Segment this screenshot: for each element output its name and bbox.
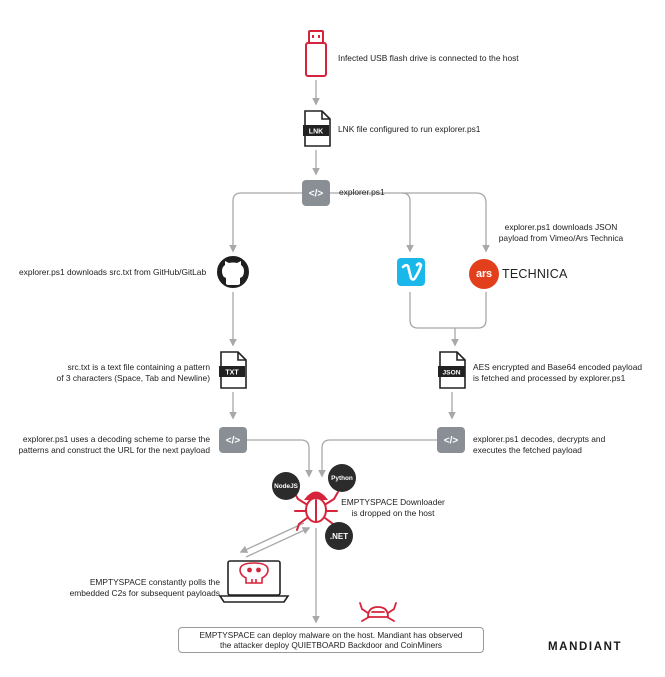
step-aes-label: AES encrypted and Base64 encoded payload is fetched and processed by explorer.ps1 — [473, 362, 643, 383]
txt-file-label: TXT — [225, 369, 239, 377]
arrow-explorer-to-ars — [402, 193, 486, 251]
merge-vimeo-ars — [410, 292, 486, 328]
arrow-spider-to-laptop — [241, 523, 304, 552]
ars-logo-word: TECHNICA — [502, 267, 568, 281]
laptop-icon — [220, 561, 288, 602]
step-explorer-label: explorer.ps1 — [339, 187, 385, 197]
step-src-description-label: src.txt is a text file containing a pattern of 3 characters (Space, Tab and Newline) — [56, 362, 210, 383]
arrow-left-decoder-to-spider — [247, 440, 309, 476]
step-decode-right-label: explorer.ps1 decodes, decrypts and executes the fetched payload — [473, 434, 606, 455]
step-usb-label: Infected USB flash drive is connected to the host — [338, 53, 519, 63]
script-symbol-top: </> — [308, 188, 324, 200]
nodejs-badge: NodeJS — [272, 472, 300, 500]
ars-logo-mark: ars — [469, 259, 499, 289]
lnk-file-icon — [303, 111, 330, 146]
json-file-icon — [438, 352, 465, 388]
powershell-script-icon-right — [437, 427, 465, 453]
github-icon — [218, 257, 248, 287]
lnk-file-label: LNK — [308, 128, 324, 136]
skull-icon — [240, 563, 268, 583]
step-decode-left-label: explorer.ps1 uses a decoding scheme to parse the patterns and construct the URL for the next payload — [18, 434, 210, 455]
step-dropped-label: EMPTYSPACE Downloader is dropped on the host — [341, 497, 445, 518]
step-json-download-label: explorer.ps1 downloads JSON payload from Vimeo/Ars Technica — [498, 222, 624, 243]
ars-technica-logo — [469, 259, 568, 289]
final-outcome-box — [178, 627, 484, 653]
dotnet-badge: .NET — [325, 522, 353, 550]
arrow-explorer-to-github — [233, 193, 302, 251]
mandiant-logo: MANDIANT — [548, 641, 623, 653]
python-badge: Python — [328, 464, 356, 492]
final-outcome-text: EMPTYSPACE can deploy malware on the host. Mandiant has observed the attacker deploy QUIETBOARD Backdoor and CoinMiners — [199, 631, 463, 650]
script-symbol-right: </> — [443, 435, 459, 447]
powershell-script-icon-top — [302, 180, 330, 206]
connectors — [233, 80, 486, 622]
json-file-label: JSON — [442, 369, 461, 377]
vimeo-icon — [397, 258, 425, 286]
malware-bug-icon — [360, 603, 396, 621]
usb-drive-icon — [306, 31, 326, 76]
powershell-script-icon-left — [219, 427, 247, 453]
script-symbol-left: </> — [225, 435, 241, 447]
arrow-laptop-to-spider — [246, 528, 309, 557]
arrow-explorer-to-vimeo — [330, 193, 410, 251]
step-src-download-label: explorer.ps1 downloads src.txt from GitHub/GitLab — [19, 267, 207, 277]
step-lnk-label: LNK file configured to run explorer.ps1 — [338, 124, 481, 134]
step-polls-label: EMPTYSPACE constantly polls the embedded C2s for subsequent payloads — [69, 577, 220, 598]
txt-file-icon — [219, 352, 246, 388]
